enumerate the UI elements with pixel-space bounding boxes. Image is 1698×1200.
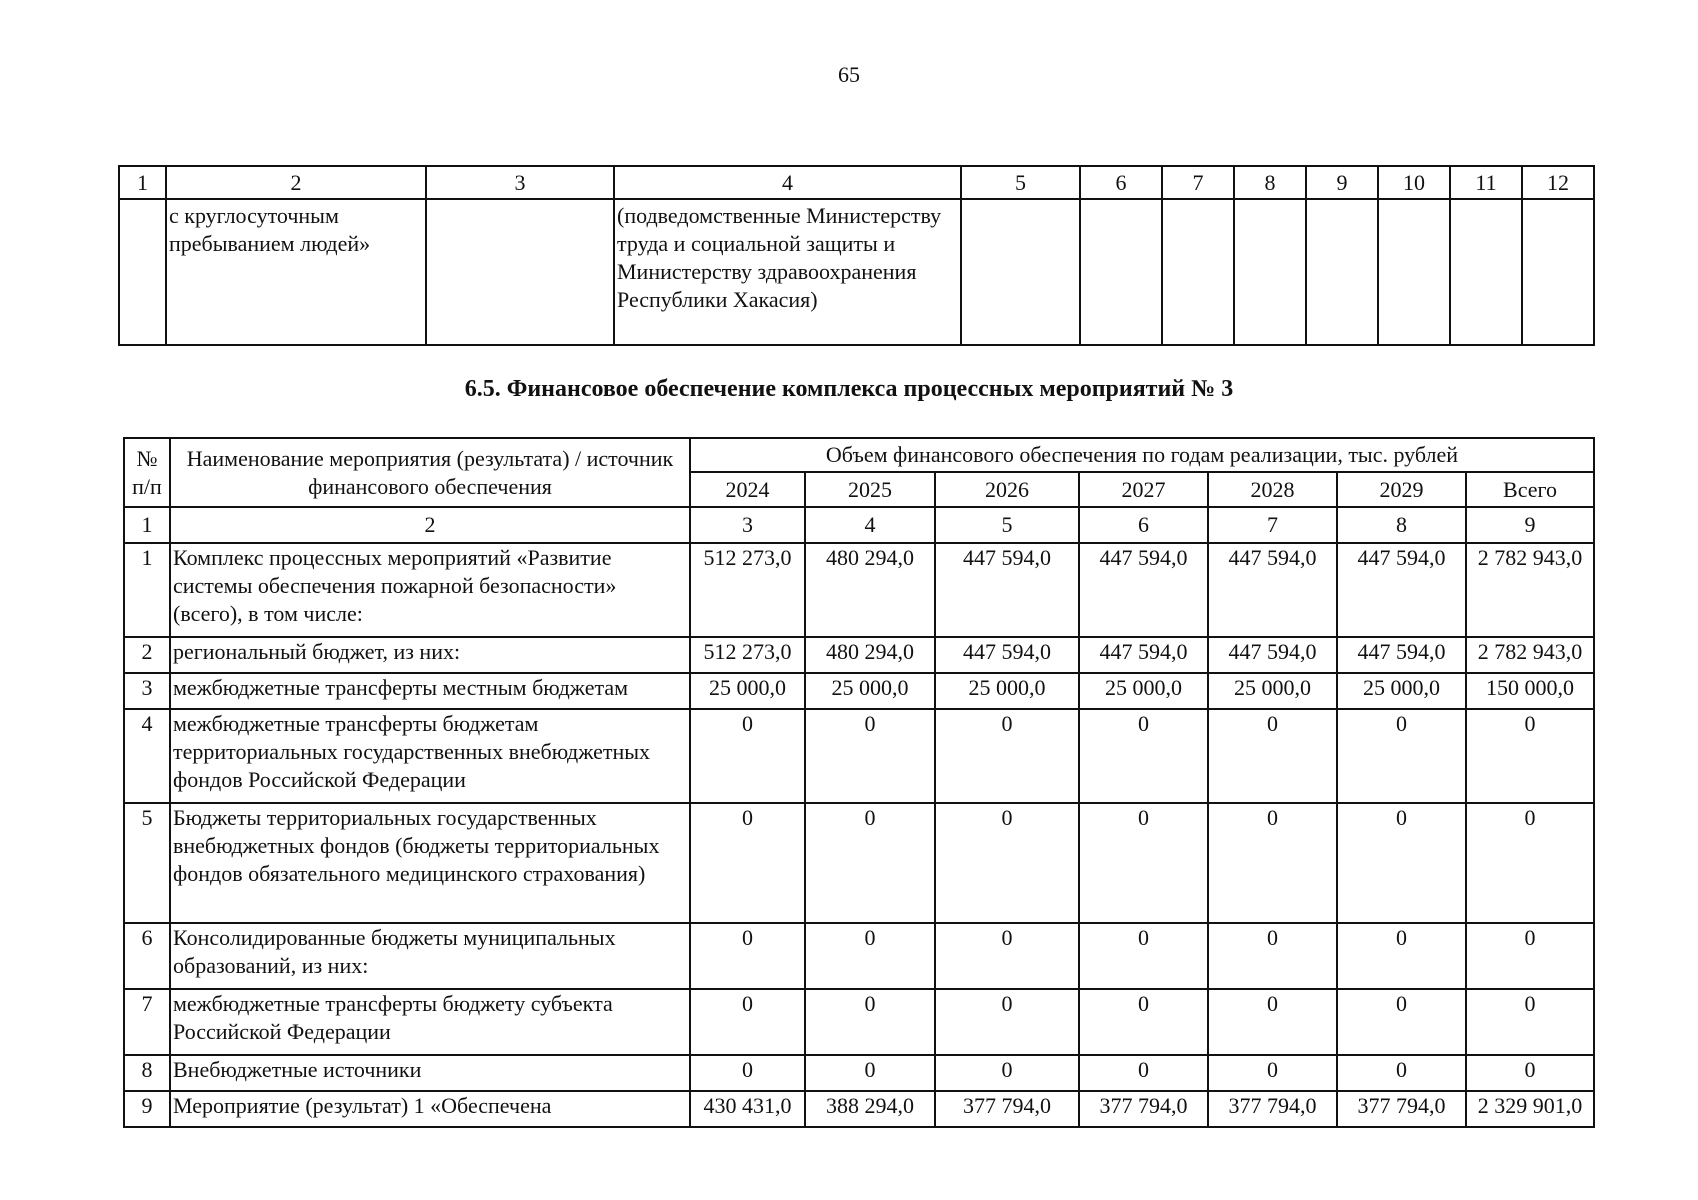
column-number: 5 <box>961 166 1080 199</box>
header-year: 2024 <box>690 472 805 507</box>
header-activity-name: Наименование мероприятия (результата) / источник финансового обеспечения <box>170 438 690 507</box>
year-value: 0 <box>690 989 805 1055</box>
year-value: 377 794,0 <box>1079 1091 1208 1127</box>
total-value: 150 000,0 <box>1466 673 1594 709</box>
activity-name: межбюджетные трансферты бюджетам территориальных государственных внебюджетных фондов Российской Федерации <box>170 709 690 803</box>
year-value: 377 794,0 <box>1208 1091 1337 1127</box>
year-value: 0 <box>805 989 935 1055</box>
year-value: 0 <box>690 1055 805 1091</box>
row-number: 7 <box>124 989 170 1055</box>
year-value: 0 <box>805 923 935 989</box>
header-financing-volume: Объем финансового обеспечения по годам реализации, тыс. рублей <box>690 438 1594 472</box>
column-number: 11 <box>1450 166 1522 199</box>
total-value: 2 782 943,0 <box>1466 637 1594 673</box>
year-value: 0 <box>935 989 1079 1055</box>
year-value: 0 <box>935 803 1079 923</box>
table-row <box>124 989 1594 1055</box>
table-row <box>119 199 1594 345</box>
year-value: 377 794,0 <box>1337 1091 1466 1127</box>
activity-name: Консолидированные бюджеты муниципальных образований, из них: <box>170 923 690 989</box>
header-year: 2025 <box>805 472 935 507</box>
row-number: 2 <box>124 637 170 673</box>
year-value: 0 <box>1079 709 1208 803</box>
year-value: 480 294,0 <box>805 637 935 673</box>
column-number: 12 <box>1522 166 1594 199</box>
total-value: 0 <box>1466 923 1594 989</box>
year-value: 0 <box>1079 1055 1208 1091</box>
continuation-table-header-row <box>119 166 1594 199</box>
column-number: 6 <box>1079 507 1208 543</box>
column-number: 4 <box>614 166 961 199</box>
table-cell: с круглосуточным пребыванием людей» <box>166 199 426 345</box>
header-year: 2028 <box>1208 472 1337 507</box>
row-number: 4 <box>124 709 170 803</box>
year-value: 25 000,0 <box>935 673 1079 709</box>
financing-table <box>123 437 1595 1128</box>
financing-table-header-row <box>124 438 1594 472</box>
year-value: 447 594,0 <box>1208 543 1337 637</box>
table-cell <box>1450 199 1522 345</box>
header-year: 2026 <box>935 472 1079 507</box>
column-number: 2 <box>170 507 690 543</box>
total-value: 0 <box>1466 989 1594 1055</box>
table-cell <box>119 199 166 345</box>
year-value: 0 <box>1337 923 1466 989</box>
activity-name: Комплекс процессных мероприятий «Развитие системы обеспечения пожарной безопасности» (всего), в том числе: <box>170 543 690 637</box>
year-value: 0 <box>690 709 805 803</box>
table-cell <box>426 199 614 345</box>
year-value: 0 <box>805 709 935 803</box>
continuation-table <box>118 165 1595 346</box>
header-total: Всего <box>1466 472 1594 507</box>
year-value: 447 594,0 <box>1079 637 1208 673</box>
total-value: 0 <box>1466 1055 1594 1091</box>
column-number: 1 <box>119 166 166 199</box>
year-value: 480 294,0 <box>805 543 935 637</box>
total-value: 2 782 943,0 <box>1466 543 1594 637</box>
table-row <box>124 1091 1594 1127</box>
column-number: 2 <box>166 166 426 199</box>
year-value: 0 <box>935 1055 1079 1091</box>
activity-name: межбюджетные трансферты местным бюджетам <box>170 673 690 709</box>
year-value: 0 <box>1337 989 1466 1055</box>
column-number: 9 <box>1306 166 1378 199</box>
row-number: 9 <box>124 1091 170 1127</box>
column-number: 3 <box>426 166 614 199</box>
column-number: 8 <box>1337 507 1466 543</box>
year-value: 447 594,0 <box>935 637 1079 673</box>
table-row <box>124 1055 1594 1091</box>
row-number: 6 <box>124 923 170 989</box>
table-cell <box>1522 199 1594 345</box>
page-number: 65 <box>838 62 860 87</box>
total-value: 0 <box>1466 709 1594 803</box>
table-row <box>124 923 1594 989</box>
column-number: 7 <box>1208 507 1337 543</box>
column-number: 10 <box>1378 166 1450 199</box>
year-value: 25 000,0 <box>1079 673 1208 709</box>
year-value: 447 594,0 <box>1079 543 1208 637</box>
column-number: 1 <box>124 507 170 543</box>
header-year: 2029 <box>1337 472 1466 507</box>
year-value: 0 <box>1079 989 1208 1055</box>
column-number: 7 <box>1162 166 1234 199</box>
table-row <box>124 803 1594 923</box>
year-value: 0 <box>690 923 805 989</box>
column-numbers-row <box>124 507 1594 543</box>
year-value: 0 <box>805 1055 935 1091</box>
activity-name: Бюджеты территориальных государственных внебюджетных фондов (бюджеты территориальных фондов обязательного медицинского страхования) <box>170 803 690 923</box>
activity-name: межбюджетные трансферты бюджету субъекта Российской Федерации <box>170 989 690 1055</box>
activity-name: Внебюджетные источники <box>170 1055 690 1091</box>
year-value: 512 273,0 <box>690 543 805 637</box>
table-cell <box>1306 199 1378 345</box>
row-number: 3 <box>124 673 170 709</box>
column-number: 4 <box>805 507 935 543</box>
year-value: 0 <box>1208 1055 1337 1091</box>
year-value: 0 <box>1079 803 1208 923</box>
column-number: 5 <box>935 507 1079 543</box>
year-value: 388 294,0 <box>805 1091 935 1127</box>
year-value: 512 273,0 <box>690 637 805 673</box>
year-value: 0 <box>935 709 1079 803</box>
year-value: 447 594,0 <box>935 543 1079 637</box>
activity-name: региональный бюджет, из них: <box>170 637 690 673</box>
table-row <box>124 709 1594 803</box>
table-row <box>124 543 1594 637</box>
column-number: 6 <box>1080 166 1162 199</box>
total-value: 0 <box>1466 803 1594 923</box>
table-cell <box>1378 199 1450 345</box>
total-value: 2 329 901,0 <box>1466 1091 1594 1127</box>
table-row <box>124 673 1594 709</box>
header-year: 2027 <box>1079 472 1208 507</box>
row-number: 1 <box>124 543 170 637</box>
column-number: 9 <box>1466 507 1594 543</box>
year-value: 447 594,0 <box>1337 543 1466 637</box>
year-value: 0 <box>1337 709 1466 803</box>
year-value: 0 <box>1208 803 1337 923</box>
year-value: 447 594,0 <box>1337 637 1466 673</box>
year-value: 0 <box>1208 709 1337 803</box>
year-value: 0 <box>1337 1055 1466 1091</box>
table-cell: (подведомственные Министерству труда и социальной защиты и Министерству здравоохранения Республики Хакасия) <box>614 199 961 345</box>
year-value: 25 000,0 <box>805 673 935 709</box>
table-cell <box>961 199 1080 345</box>
table-cell <box>1162 199 1234 345</box>
year-value: 25 000,0 <box>1208 673 1337 709</box>
year-value: 25 000,0 <box>1337 673 1466 709</box>
year-value: 447 594,0 <box>1208 637 1337 673</box>
year-value: 0 <box>805 803 935 923</box>
header-row-number: № п/п <box>124 438 170 507</box>
year-value: 430 431,0 <box>690 1091 805 1127</box>
row-number: 5 <box>124 803 170 923</box>
activity-name: Мероприятие (результат) 1 «Обеспечена <box>170 1091 690 1127</box>
year-value: 0 <box>1079 923 1208 989</box>
year-value: 0 <box>690 803 805 923</box>
year-value: 0 <box>1337 803 1466 923</box>
section-title: 6.5. Финансовое обеспечение комплекса процессных мероприятий № 3 <box>464 376 1234 402</box>
year-value: 0 <box>935 923 1079 989</box>
year-value: 0 <box>1208 923 1337 989</box>
column-number: 8 <box>1234 166 1306 199</box>
year-value: 0 <box>1208 989 1337 1055</box>
table-cell <box>1234 199 1306 345</box>
year-value: 25 000,0 <box>690 673 805 709</box>
table-cell <box>1080 199 1162 345</box>
column-number: 3 <box>690 507 805 543</box>
row-number: 8 <box>124 1055 170 1091</box>
table-row <box>124 637 1594 673</box>
year-value: 377 794,0 <box>935 1091 1079 1127</box>
